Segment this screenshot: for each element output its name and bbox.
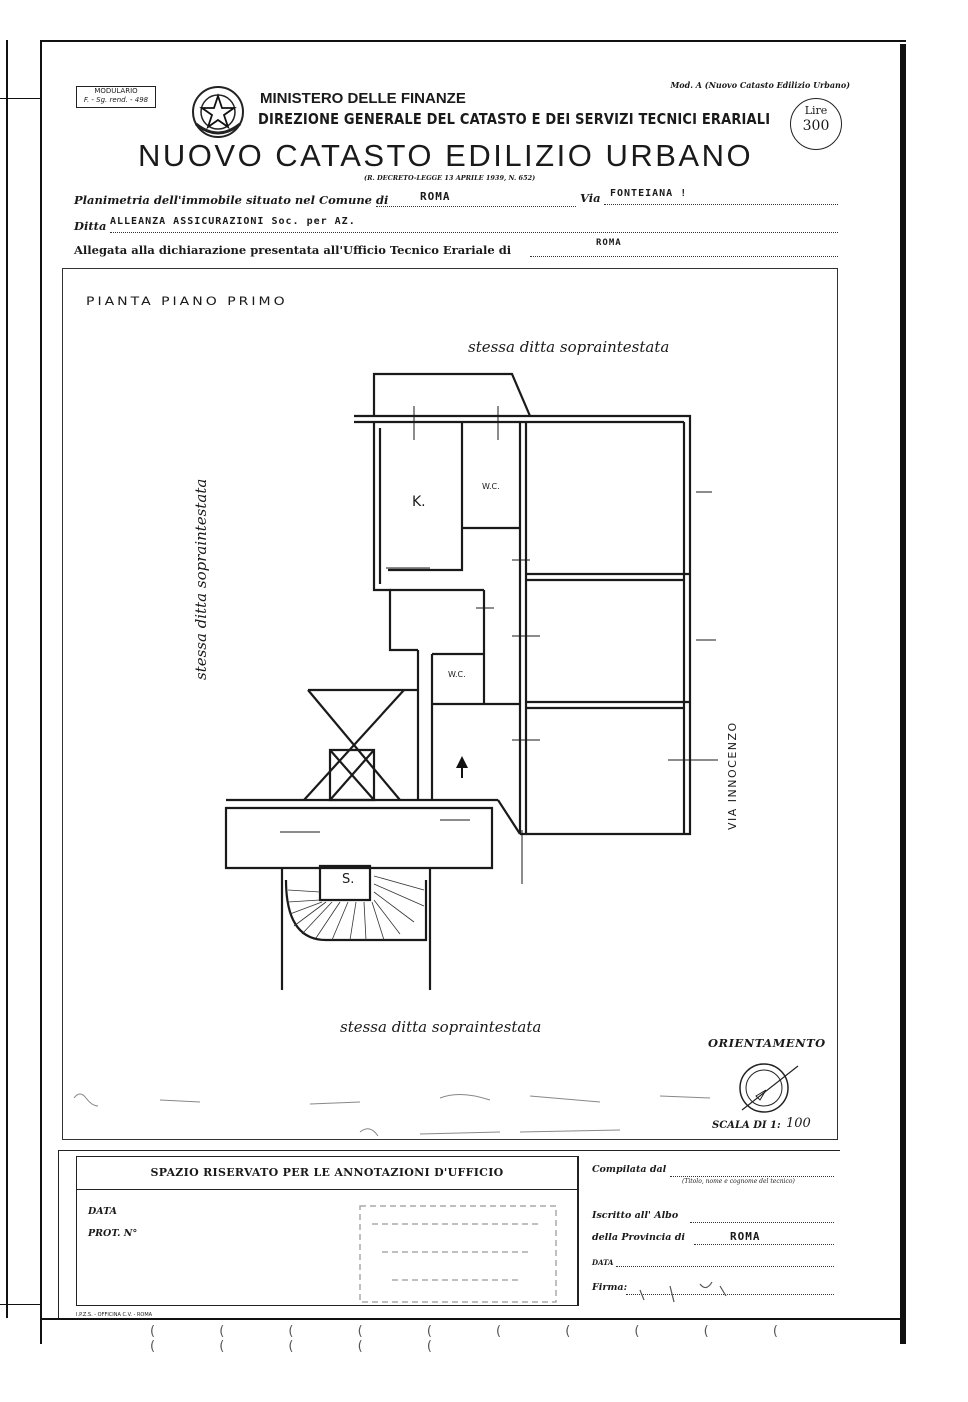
modulario-label: MODULARIO	[94, 87, 138, 95]
modulario-code: F. - Sg. rend. - 498	[83, 96, 149, 104]
room-wc2-label: W.C.	[448, 670, 466, 679]
compilata-hint: (Titolo, nome e cognome del tecnico)	[682, 1178, 795, 1185]
data2-label: DATA	[592, 1258, 614, 1267]
footer-divider	[578, 1156, 579, 1306]
binder-marks: ( ( ( ( ( ( ( ( ( ( ( ( ( ( (	[150, 1324, 808, 1354]
street-label: VIA INNOCENZO	[726, 721, 739, 830]
firma-label: Firma:	[592, 1282, 628, 1293]
document-title: NUOVO CATASTO EDILIZIO URBANO	[138, 138, 754, 173]
prot-label: PROT. N°	[88, 1228, 138, 1239]
orientation-label: ORIENTAMENTO	[708, 1036, 826, 1050]
reserved-space-title: SPAZIO RISERVATO PER LE ANNOTAZIONI D'UFFICIO	[76, 1156, 578, 1190]
provincia-value: ROMA	[730, 1230, 761, 1243]
ditta-value: ALLEANZA ASSICURAZIONI Soc. per AZ.	[110, 216, 356, 227]
scale-label: SCALA DI 1:	[712, 1120, 781, 1131]
faint-handwriting	[60, 1080, 720, 1150]
compass-icon	[736, 1060, 800, 1116]
ufficio-value: ROMA	[596, 238, 622, 248]
ditta-label: Ditta	[74, 219, 107, 233]
scale-value: 100	[786, 1116, 811, 1131]
room-wc1-label: W.C.	[482, 482, 500, 491]
compilata-label: Compilata dal	[592, 1164, 667, 1175]
room-k-label: K.	[412, 494, 426, 510]
plan-title: PIANTA PIANO PRIMO	[86, 295, 288, 309]
stamp-lire-label: Lire	[804, 104, 828, 117]
signature	[630, 1266, 750, 1306]
room-s-label: S.	[342, 872, 355, 887]
note-bottom: stessa ditta sopraintestata	[340, 1018, 542, 1036]
iscritto-label: Iscritto all' Albo	[592, 1210, 679, 1221]
data-label: DATA	[88, 1206, 118, 1217]
via-value: FONTEIANA !	[610, 188, 688, 199]
planimetria-label: Planimetria dell'immobile situato nel Comune di	[74, 193, 389, 207]
direction-name: DIREZIONE GENERALE DEL CATASTO E DEI SERVIZI TECNICI ERARIALI	[258, 110, 771, 128]
printer-mark: I.P.Z.S. - OFFICINA C.V. - ROMA	[76, 1312, 153, 1318]
note-left: stessa ditta sopraintestata	[192, 478, 210, 680]
allegata-label: Allegata alla dichiarazione presentata all'Ufficio Tecnico Erariale di	[74, 243, 512, 257]
note-top: stessa ditta sopraintestata	[468, 338, 670, 356]
via-label: Via	[580, 191, 601, 205]
ministry-name: MINISTERO DELLE FINANZE	[260, 90, 466, 107]
office-stamp	[352, 1200, 562, 1308]
comune-value: ROMA	[420, 190, 451, 203]
provincia-label: della Provincia di	[592, 1232, 685, 1243]
decree-reference: (R. DECRETO-LEGGE 13 APRILE 1939, N. 652)	[364, 174, 536, 182]
stamp-value: 300	[802, 118, 830, 134]
model-reference: Mod. A (Nuovo Catasto Edilizio Urbano)	[670, 80, 850, 90]
